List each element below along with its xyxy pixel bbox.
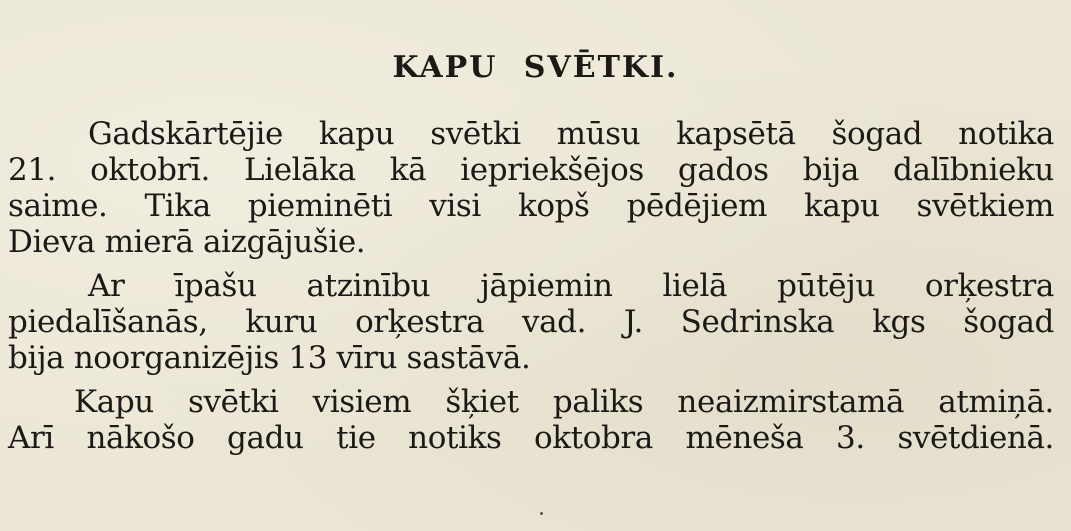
paragraph-1 [8,116,1054,260]
text-line: Kapu svētki visiem šķiet paliks neaizmirstamā atmiņā. [74,384,1054,420]
article-body [8,116,1054,464]
text-line: Gadskārtējie kapu svētki mūsu kapsētā šogad notika [88,116,1054,152]
paragraph-3 [8,384,1054,456]
text-line: bija noorganizējis 13 vīru sastāvā. [8,340,531,376]
text-line: Dieva mierā aizgājušie. [8,224,366,260]
text-line: Ar īpašu atzinību jāpiemin lielā pūtēju orķestra [88,268,1054,304]
text-line: saime. Tika pieminēti visi kopš pēdējiem kapu svētkiem [8,188,1054,224]
text-line: Arī nākošo gadu tie notiks oktobra mēneša 3. svētdienā. [8,420,1054,456]
paragraph-2 [8,268,1054,376]
print-speck [540,512,543,515]
text-line: 21. oktobrī. Lielāka kā iepriekšējos gados bija dalībnieku [8,152,1054,188]
article-title: KAPU SVĒTKI. [392,50,679,85]
text-line: piedalīšanās, kuru orķestra vad. J. Sedrinska kgs šogad [8,304,1054,340]
